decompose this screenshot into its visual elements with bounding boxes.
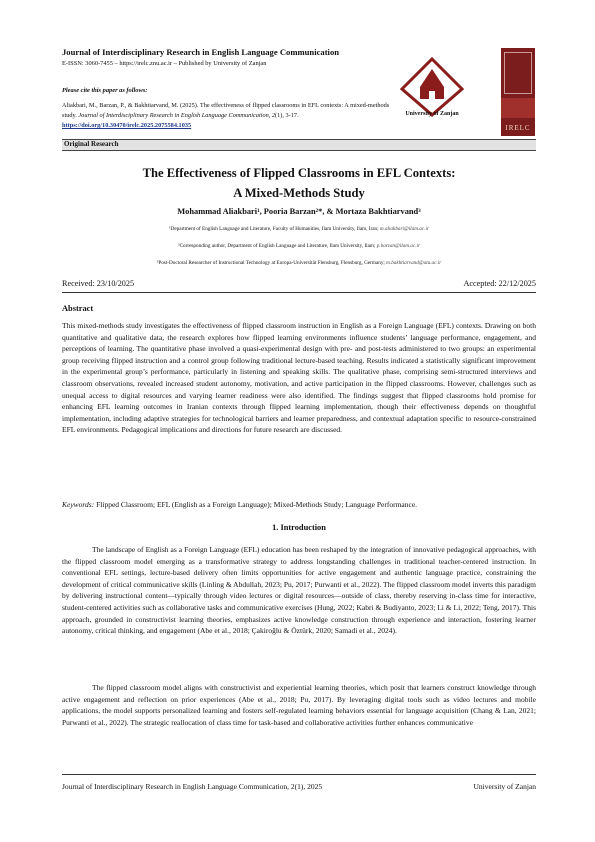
affiliation-3-text: ³Post-Doctoral Researcher of Instructional Technology at Europa-Universität Flensburg, Flensburg, Germany;: [156, 260, 385, 266]
affiliation-2-text: ²Corresponding author, Department of English Language and Literature, Ilam University, Ilam;: [178, 243, 377, 249]
cite-heading: Please cite this paper as follows:: [62, 87, 148, 94]
affiliation-1-text: ¹Department of English Language and Literature, Faculty of Humanities, Ilam University, Ilam, Iran;: [169, 226, 379, 232]
article-type: Original Research: [64, 140, 119, 148]
received-date: Received: 23/10/2025: [62, 279, 135, 288]
footer-divider: [62, 774, 536, 775]
authors: Mohammad Aliakbari¹, Pooria Barzan²*, & Mortaza Bakhtiarvand³: [177, 207, 421, 216]
title-line-1: The Effectiveness of Flipped Classrooms in EFL Contexts:: [142, 166, 456, 180]
keywords-list: Flipped Classroom; EFL (English as a Foreign Language); Mixed-Methods Study; Language Performance.: [94, 500, 418, 509]
intro-paragraph-1: The landscape of English as a Foreign Language (EFL) education has been reshaped by the integration of innovative pedagogical approaches, with the flipped classroom model emerging as a transformative strategy to address longstanding challenges in traditional teacher-centered instruction. In conventional EFL settings, lecture-based delivery often limits opportunities for active engagement and authentic language practice, constraining the development of critical communicative skills (Linling & Abdullah, 2023; Pu, 2017; Purwanti et al., 2022). The flipped classroom model inverts this paradigm by delivering instructional content—typically through video lectures or digital resources—outside of class, thereby reserving in-class time for interactive, student-centered activities such as collaborative tasks and communicative exercises (Hung, 2022; Kabri & Budiyanto, 2023; Li & Li, 2022; Teng, 2017). This approach, grounded in constructivist learning theories, emphasizes active knowledge construction through experience and interaction, fostering learner autonomy, critical thinking, and engagement (Abe et al., 2018; Çakiroğlu & Öztürk, 2020; Samadi et al., 2024).: [62, 545, 536, 636]
title-line-2: A Mixed-Methods Study: [233, 186, 365, 200]
footer-journal: Journal of Interdisciplinary Research in English Language Communication, 2(1), 2025: [62, 782, 323, 791]
affiliation-2-email[interactable]: p.barzan@ilam.ac.ir: [376, 243, 420, 249]
citation-issue: (1), 3-17.: [275, 112, 299, 119]
abstract-heading: Abstract: [62, 304, 94, 313]
journal-title: Journal of Interdisciplinary Research in English Language Communication: [62, 47, 340, 57]
divider: [62, 292, 536, 293]
dates: [62, 279, 536, 288]
journal-issn: E-ISSN: 3060-7455 – https://irelc.znu.ac.ir – Published by University of Zanjan: [62, 60, 267, 67]
citation: [62, 101, 392, 131]
cover-band: [501, 98, 535, 118]
affiliation-1: [62, 226, 536, 232]
keywords: [62, 500, 536, 509]
affiliation-1-email[interactable]: m.aliakbari@ilam.ac.ir: [379, 226, 429, 232]
doi-link[interactable]: https://doi.org/10.30470/irelc.2025.2075584.1035: [62, 122, 192, 129]
keywords-label: Keywords:: [62, 500, 95, 509]
cover-panel: [504, 52, 532, 94]
university-name: University of Zanjan: [405, 111, 459, 117]
footer-university: University of Zanjan: [473, 782, 536, 791]
cover-letters: IRELC: [505, 124, 531, 132]
citation-authors: Aliakbari, M., Barzan, P., & Bakhtiarvand, M. (2025). The effectiveness of flipped classrooms in EFL contexts: A mixed-methods study.: [62, 102, 390, 119]
intro-paragraph-2: The flipped classroom model aligns with constructivist and experiential learning theories, which posit that learners construct knowledge through active engagement and reflection on prior experiences (Abe et al., 2018; Pu, 2017). By leveraging digital tools such as video lectures and mobile applications, the model supports personalized learning and fosters self-regulated learning behaviors essential for language acquisition (Chang & Lan, 2021; Purwanti et al., 2022). The strategic reallocation of class time for task-based and collaborative activities further enhances communicative: [62, 683, 536, 727]
article-type-band: [62, 139, 536, 151]
accepted-date: Accepted: 22/12/2025: [463, 279, 536, 288]
footer: [62, 782, 536, 791]
journal-cover: [501, 48, 535, 136]
affiliation-3: [62, 260, 536, 266]
section-heading-introduction: 1. Introduction: [272, 523, 326, 532]
affiliation-2: [62, 243, 536, 249]
abstract-text: This mixed-methods study investigates the effectiveness of flipped classroom instruction in English as a Foreign Language (EFL) contexts. Drawing on both quantitative and qualitative data, the research explores how flipped learning environments influence students’ language performance, engagement, and perceptions of learning. The quantitative phase involved a quasi-experimental design with pre- and post-tests administered to two groups: an experimental group receiving flipped instruction and a control group following traditional lecture-based teaching. Results indicated a statistically significant improvement in the experimental group’s performance, particularly in listening and speaking skills. The qualitative phase, comprising semi-structured interviews and classroom observations, revealed increased student autonomy, motivation, and active participation in the flipped classrooms. However, challenges such as unequal access to digital resources and varying learner readiness were also identified. The findings suggest that flipped classrooms hold promise for enhancing EFL learning outcomes in Iranian contexts through flipped learning implementation, though their effectiveness depends on thoughtful implementation, including adaptive strategies for technological barriers and learner preparedness, and contextual adaptation specific to resource-constrained EFL environments. Pedagogical implications and directions for future research are discussed.: [62, 321, 536, 435]
affiliation-3-email[interactable]: m.bakhtiarvand@atu.ac.ir: [386, 260, 442, 266]
citation-journal: Journal of Interdisciplinary Research in English Language Communication, 2: [78, 112, 276, 119]
article-title: [62, 163, 536, 203]
